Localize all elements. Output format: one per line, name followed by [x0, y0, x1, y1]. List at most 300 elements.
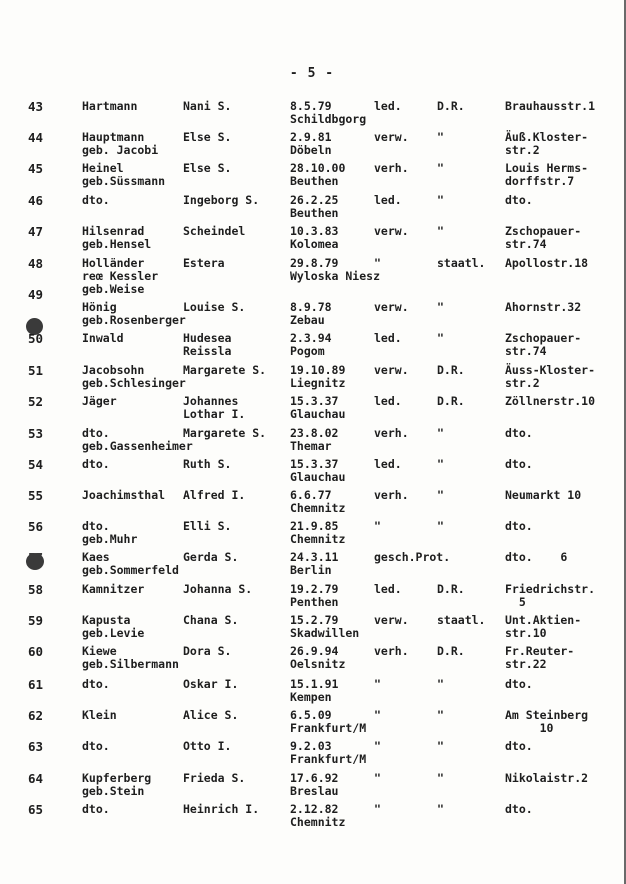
marital-status: verw.	[374, 224, 409, 238]
entry-number: 47	[28, 224, 44, 239]
birth-date-place	[290, 740, 366, 766]
entry-number: 52	[28, 394, 44, 409]
table-row	[0, 395, 620, 425]
address-line: Zöllnerstr.10	[505, 394, 596, 408]
nationality: "	[437, 457, 444, 471]
first-name	[183, 614, 238, 627]
birth-date-place	[290, 614, 359, 640]
birth-date-place-line: Themar	[290, 439, 332, 453]
surname-line: Hartmann	[82, 99, 138, 113]
birth-date-place-line: Wyloska Niesz	[290, 269, 381, 283]
marital-status: led.	[374, 193, 402, 207]
address-line: Äuß.Kloster-	[505, 130, 589, 144]
address	[505, 645, 574, 671]
entry-number: 60	[28, 644, 44, 659]
surname	[82, 614, 144, 640]
table-row	[0, 131, 620, 161]
first-name	[183, 100, 231, 113]
first-name-line: Estera	[183, 256, 225, 270]
table-row	[0, 364, 620, 394]
surname-line: geb.Gassenheimer	[82, 439, 193, 453]
surname-line: dto.	[82, 457, 110, 471]
birth-date-place-line: 15.3.37	[290, 457, 339, 471]
surname-line: dto.	[82, 802, 110, 816]
birth-date-place	[290, 131, 332, 157]
first-name	[183, 709, 238, 722]
birth-date-place-line: 2.12.82	[290, 802, 339, 816]
entry-number: 55	[28, 488, 44, 503]
nationality: "	[437, 708, 444, 722]
birth-date-place-line: 15.1.91	[290, 677, 339, 691]
nationality: staatl.	[437, 613, 486, 627]
address-line: dto.	[505, 739, 533, 753]
first-name	[183, 364, 266, 377]
birth-date-place-line: Skadwillen	[290, 626, 360, 640]
first-name-line: Oskar I.	[183, 677, 239, 691]
address	[505, 772, 588, 785]
table-row	[0, 614, 620, 644]
birth-date-place	[290, 709, 366, 735]
address-line: dorffstr.7	[505, 174, 575, 188]
first-name-line: Hudesea	[183, 331, 232, 345]
birth-date-place-line: 28.10.00	[290, 161, 346, 175]
table-row	[0, 194, 620, 224]
address-line: dto.	[505, 802, 533, 816]
entry-number: 65	[28, 802, 44, 817]
surname	[82, 225, 151, 251]
address-line: dto.	[505, 193, 533, 207]
entry-number: 56	[28, 519, 44, 534]
marital-status: led.	[374, 394, 402, 408]
marital-status: led.	[374, 457, 402, 471]
nationality: D.R.	[437, 394, 465, 408]
birth-date-place-line: Penthen	[290, 595, 339, 609]
birth-date-place	[290, 162, 345, 188]
birth-date-place-line: 24.3.11	[290, 550, 339, 564]
birth-date-place-line: 15.2.79	[290, 613, 339, 627]
surname-line: Kamnitzer	[82, 582, 145, 596]
surname	[82, 740, 110, 753]
marital-status: gesch.Prot.	[374, 550, 451, 564]
surname-line: geb.Silbermann	[82, 657, 179, 671]
address-line: str.2	[505, 143, 540, 157]
first-name	[183, 678, 238, 691]
entry-number: 43	[28, 99, 44, 114]
surname-line: Hilsenrad	[82, 224, 145, 238]
surname-line: Kapusta	[82, 613, 131, 627]
address-line: Zschopauer-	[505, 331, 582, 345]
table-row	[0, 458, 620, 488]
address-line: dto.	[505, 677, 533, 691]
nationality: "	[437, 426, 444, 440]
surname-line: reœ Kessler	[82, 269, 159, 283]
birth-date-place-line: Chemnitz	[290, 532, 346, 546]
first-name-line: Johanna S.	[183, 582, 253, 596]
surname	[82, 645, 179, 671]
birth-date-place	[290, 225, 338, 251]
table-row	[0, 645, 620, 675]
first-name-line: Else S.	[183, 161, 232, 175]
birth-date-place	[290, 332, 332, 358]
marital-status: verw.	[374, 130, 409, 144]
table-row	[0, 332, 620, 362]
surname-line: dto.	[82, 426, 110, 440]
surname-line: Jacobsohn	[82, 363, 145, 377]
surname-line: dto.	[82, 677, 110, 691]
surname-line: geb.Hensel	[82, 237, 152, 251]
marital-status: verh.	[374, 488, 409, 502]
address-line: str.74	[505, 237, 547, 251]
first-name-line: Reissla	[183, 344, 232, 358]
first-name-line: Margarete S.	[183, 363, 267, 377]
birth-date-place-line: 23.8.02	[290, 426, 339, 440]
first-name	[183, 520, 231, 533]
birth-date-place-line: Beuthen	[290, 174, 339, 188]
first-name	[183, 427, 266, 440]
birth-date-place	[290, 678, 338, 704]
address	[505, 194, 533, 207]
surname	[82, 709, 117, 722]
surname	[82, 678, 110, 691]
address-line: dto.	[505, 457, 533, 471]
first-name-line: Frieda S.	[183, 771, 246, 785]
table-row	[0, 162, 620, 192]
surname	[82, 194, 110, 207]
entry-number: 57	[28, 550, 44, 565]
birth-date-place-line: Beuthen	[290, 206, 339, 220]
marital-status: verw.	[374, 300, 409, 314]
birth-date-place-line: Breslau	[290, 784, 339, 798]
nationality: "	[437, 130, 444, 144]
birth-date-place-line: Kolomea	[290, 237, 339, 251]
surname-line: Joachimsthal	[82, 488, 166, 502]
birth-date-place-line: 17.6.92	[290, 771, 339, 785]
marital-status: verh.	[374, 426, 409, 440]
surname-line: Klein	[82, 708, 117, 722]
first-name-line: Heinrich I.	[183, 802, 260, 816]
birth-date-place-line: Döbeln	[290, 143, 332, 157]
marital-status: led.	[374, 331, 402, 345]
surname	[82, 162, 165, 188]
marital-status: verw.	[374, 363, 409, 377]
marital-status: led.	[374, 99, 402, 113]
entry-number: 50	[28, 331, 44, 346]
marital-status: "	[374, 519, 381, 533]
surname	[82, 803, 110, 816]
first-name	[183, 194, 259, 207]
table-row	[0, 740, 620, 770]
first-name	[183, 740, 231, 753]
address	[505, 395, 595, 408]
address-line: 5	[505, 595, 526, 609]
address-line: Unt.Aktien-	[505, 613, 582, 627]
birth-date-place-line: 2.3.94	[290, 331, 332, 345]
birth-date-place-line: Frankfurt/M	[290, 721, 367, 735]
birth-date-place-line: 9.2.03	[290, 739, 332, 753]
entry-number: 45	[28, 161, 44, 176]
surname	[82, 100, 137, 113]
birth-date-place-line: 15.3.37	[290, 394, 339, 408]
first-name	[183, 645, 231, 658]
surname-line: geb.Levie	[82, 626, 145, 640]
marital-status: verh.	[374, 161, 409, 175]
entry-number-standalone	[0, 288, 620, 302]
nationality: "	[437, 519, 444, 533]
first-name	[183, 583, 252, 596]
surname-line: dto.	[82, 519, 110, 533]
birth-date-place-line: Glauchau	[290, 407, 346, 421]
nationality: "	[437, 331, 444, 345]
address-line: Nikolaistr.2	[505, 771, 589, 785]
address	[505, 803, 533, 816]
birth-date-place-line: Oelsnitz	[290, 657, 346, 671]
address-line: Am Steinberg	[505, 708, 589, 722]
birth-date-place-line: 26.2.25	[290, 193, 339, 207]
first-name-line: Elli S.	[183, 519, 232, 533]
birth-date-place-line: Kempen	[290, 690, 332, 704]
address	[505, 614, 581, 640]
address-line: Louis Herms-	[505, 161, 589, 175]
birth-date-place-line: 19.10.89	[290, 363, 346, 377]
entry-number: 59	[28, 613, 44, 628]
address	[505, 257, 588, 270]
birth-date-place-line: 29.8.79	[290, 256, 339, 270]
table-row	[0, 520, 620, 550]
table-row	[0, 772, 620, 802]
birth-date-place-line: Chemnitz	[290, 815, 346, 829]
birth-date-place-line: 6.5.09	[290, 708, 332, 722]
birth-date-place-line: Frankfurt/M	[290, 752, 367, 766]
address	[505, 100, 595, 113]
address	[505, 520, 533, 533]
address	[505, 301, 581, 314]
address-line: dto. 6	[505, 550, 568, 564]
address-line: str.2	[505, 376, 540, 390]
table-row	[0, 301, 620, 331]
surname-line: Inwald	[82, 331, 124, 345]
surname-line: geb.Sommerfeld	[82, 563, 179, 577]
surname-line: Kaes	[82, 550, 110, 564]
birth-date-place-line: 8.9.78	[290, 300, 332, 314]
birth-date-place-line: 6.6.77	[290, 488, 332, 502]
entry-number: 49	[28, 287, 44, 302]
address-line: dto.	[505, 519, 533, 533]
first-name-line: Otto I.	[183, 739, 232, 753]
first-name	[183, 301, 245, 314]
birth-date-place	[290, 257, 380, 283]
birth-date-place	[290, 520, 345, 546]
surname	[82, 583, 144, 596]
address-line: Neumarkt 10	[505, 488, 582, 502]
surname-line: geb.Weise	[82, 282, 145, 296]
entry-number: 46	[28, 193, 44, 208]
address	[505, 583, 595, 609]
surname-line: Hönig	[82, 300, 117, 314]
marital-status: "	[374, 708, 381, 722]
first-name	[183, 162, 231, 175]
address	[505, 740, 533, 753]
first-name-line: Lothar I.	[183, 407, 246, 421]
entry-number: 53	[28, 426, 44, 441]
address-line: Fr.Reuter-	[505, 644, 575, 658]
nationality: "	[437, 300, 444, 314]
first-name-line: Margarete S.	[183, 426, 267, 440]
page-number: - 5 -	[289, 66, 335, 81]
birth-date-place	[290, 301, 332, 327]
first-name	[183, 489, 245, 502]
address-line: str.74	[505, 344, 547, 358]
table-row	[0, 678, 620, 708]
table-row	[0, 489, 620, 519]
birth-date-place-line: 26.9.94	[290, 644, 339, 658]
first-name	[183, 332, 231, 358]
address	[505, 678, 533, 691]
birth-date-place-line: Glauchau	[290, 470, 346, 484]
nationality: "	[437, 488, 444, 502]
surname	[82, 332, 124, 345]
birth-date-place-line: 19.2.79	[290, 582, 339, 596]
nationality: "	[437, 802, 444, 816]
entry-number: 61	[28, 677, 44, 692]
birth-date-place-line: Berlin	[290, 563, 332, 577]
first-name	[183, 131, 231, 144]
birth-date-place	[290, 395, 345, 421]
nationality: staatl.	[437, 256, 486, 270]
surname-line: Heinel	[82, 161, 124, 175]
marital-status: led.	[374, 582, 402, 596]
nationality: "	[437, 224, 444, 238]
address	[505, 489, 581, 502]
surname-line: Holländer	[82, 256, 145, 270]
entry-number: 58	[28, 582, 44, 597]
first-name	[183, 772, 245, 785]
surname-line: geb.Stein	[82, 784, 145, 798]
entry-number: 64	[28, 771, 44, 786]
first-name-line: Nani S.	[183, 99, 232, 113]
first-name	[183, 257, 225, 270]
surname-line: geb. Jacobi	[82, 143, 159, 157]
marital-status: "	[374, 802, 381, 816]
surname	[82, 458, 110, 471]
surname-line: dto.	[82, 193, 110, 207]
first-name-line: Dora S.	[183, 644, 232, 658]
first-name-line: Scheindel	[183, 224, 246, 238]
address-line: str.10	[505, 626, 547, 640]
address	[505, 131, 588, 157]
address-line: Friedrichstr.	[505, 582, 596, 596]
first-name-line: Else S.	[183, 130, 232, 144]
surname-line: geb.Süssmann	[82, 174, 166, 188]
address	[505, 332, 581, 358]
first-name-line: Gerda S.	[183, 550, 239, 564]
address-line: Ahornstr.32	[505, 300, 582, 314]
nationality: D.R.	[437, 363, 465, 377]
nationality: D.R.	[437, 582, 465, 596]
marital-status: verh.	[374, 644, 409, 658]
surname-line: geb.Rosenberger	[82, 313, 186, 327]
birth-date-place	[290, 803, 345, 829]
birth-date-place-line: Liegnitz	[290, 376, 346, 390]
birth-date-place-line: Chemnitz	[290, 501, 346, 515]
surname	[82, 772, 151, 798]
surname-line: dto.	[82, 739, 110, 753]
table-row	[0, 100, 620, 130]
first-name-line: Ingeborg S.	[183, 193, 260, 207]
table-row	[0, 803, 620, 833]
table-row	[0, 427, 620, 457]
surname	[82, 301, 186, 327]
birth-date-place	[290, 583, 338, 609]
birth-date-place	[290, 772, 338, 798]
entry-number-obscured	[0, 551, 620, 565]
birth-date-place-line: 2.9.81	[290, 130, 332, 144]
surname	[82, 489, 165, 502]
table-row	[0, 225, 620, 255]
first-name-line: Louise S.	[183, 300, 246, 314]
birth-date-place	[290, 458, 345, 484]
first-name-line: Chana S.	[183, 613, 239, 627]
first-name	[183, 803, 259, 816]
nationality: "	[437, 771, 444, 785]
birth-date-place	[290, 364, 345, 390]
surname-line: Kiewe	[82, 644, 117, 658]
surname	[82, 520, 137, 546]
birth-date-place-line: Pogom	[290, 344, 325, 358]
address-line: 10	[505, 721, 554, 735]
surname	[82, 395, 117, 408]
birth-date-place-line: Schildbgorg	[290, 112, 367, 126]
surname-line: geb.Muhr	[82, 532, 138, 546]
address	[505, 162, 588, 188]
first-name-line: Johannes	[183, 394, 239, 408]
marital-status: "	[374, 677, 381, 691]
entry-number: 54	[28, 457, 44, 472]
nationality: D.R.	[437, 99, 465, 113]
first-name-line: Alfred I.	[183, 488, 246, 502]
address-line: str.22	[505, 657, 547, 671]
first-name	[183, 458, 231, 471]
address-line: Apollostr.18	[505, 256, 589, 270]
marital-status: "	[374, 739, 381, 753]
birth-date-place	[290, 427, 338, 453]
entry-number: 48	[28, 256, 44, 271]
surname	[82, 364, 186, 390]
address	[505, 225, 581, 251]
surname-line: Jäger	[82, 394, 117, 408]
birth-date-place	[290, 489, 345, 515]
entry-number: 51	[28, 363, 44, 378]
nationality: "	[437, 193, 444, 207]
surname-line: geb.Schlesinger	[82, 376, 186, 390]
address	[505, 364, 595, 390]
address-line: dto.	[505, 426, 533, 440]
marital-status: "	[374, 771, 381, 785]
table-row	[0, 583, 620, 613]
surname	[82, 131, 158, 157]
birth-date-place	[290, 194, 338, 220]
first-name	[183, 225, 245, 238]
surname-line: Kupferberg	[82, 771, 152, 785]
table-row	[0, 709, 620, 739]
birth-date-place-line: Zebau	[290, 313, 325, 327]
surname-line: Hauptmann	[82, 130, 145, 144]
marital-status: "	[374, 256, 381, 270]
first-name-line: Alice S.	[183, 708, 239, 722]
address-line: Brauhausstr.1	[505, 99, 596, 113]
nationality: "	[437, 739, 444, 753]
address	[505, 427, 533, 440]
address-line: Zschopauer-	[505, 224, 582, 238]
